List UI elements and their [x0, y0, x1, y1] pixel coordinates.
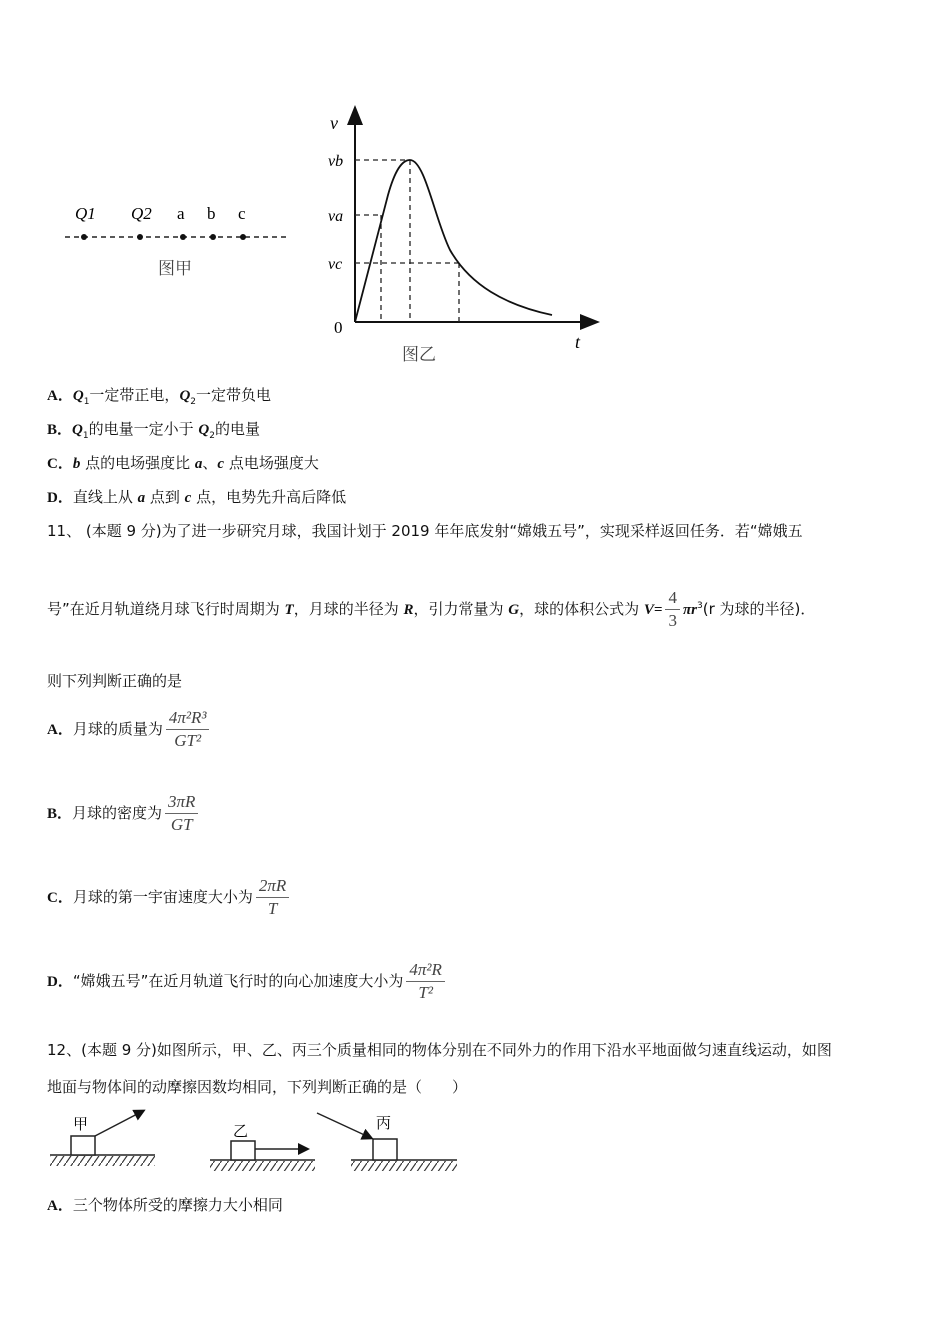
tick-vc: vc: [328, 256, 343, 273]
q12-stem-line2: 地面与物体间的动摩擦因数均相同，下列判断正确的是（ ）: [47, 1078, 468, 1096]
caption-jia: 图甲: [158, 259, 192, 278]
q11-option-b[interactable]: B．月球的密度为 $\frac{3\pi R}{GT}$: [47, 792, 201, 835]
acceleration-formula: $\frac{\text{4π²R}}{\text{T²}}$: [406, 960, 445, 1003]
label-b: b: [207, 204, 216, 223]
block-label-jia: 甲: [73, 1117, 89, 1133]
q10-option-d[interactable]: D．直线上从 a 点到 c 点，电势先升高后降低: [47, 488, 347, 506]
q11-option-c[interactable]: C．月球的第一宇宙速度大小为 $\frac{2\pi R}{T}$: [47, 876, 292, 919]
figure-vt-graph: [320, 105, 610, 370]
figure-charge-line: [60, 195, 300, 285]
label-q2: Q2: [131, 204, 152, 223]
label-c: c: [238, 204, 246, 223]
q11-option-a[interactable]: A．月球的质量为 $\frac{\text{4π²R³}}{\text{GT²}}$: [47, 708, 212, 751]
label-q1: Q1: [75, 204, 96, 223]
axis-label-v: v: [330, 113, 338, 133]
density-formula: $\frac{3\pi R}{GT}$: [165, 792, 198, 835]
figure-three-blocks: [45, 1103, 465, 1173]
q12-option-a[interactable]: A．三个物体所受的摩擦力大小相同: [47, 1196, 283, 1214]
q11-stem-line1: 11、 (本题 9 分)为了进一步研究月球，我国计划于 2019 年年底发射“嫦娥五号”，实现采样返回任务．若“嫦娥五: [47, 522, 803, 540]
axis-label-t: t: [575, 332, 581, 352]
tick-va: va: [328, 208, 344, 225]
q11-stem-line2: 号”在近月轨道绕月球飞行时周期为 T，月球的半径为 R，引力常量为 G，球的体积公式为 V= $\frac{4}{3}$ $\pi r^3(r$ 为球的半径)．: [47, 588, 816, 630]
q11-option-d[interactable]: D．“嫦娥五号”在近月轨道飞行时的向心加速度大小为 $\frac{\text{4π²R}}{\text{T²}}$: [47, 960, 448, 1003]
q10-option-b[interactable]: B．$Q_1$的电量一定小于 $Q_2$的电量: [47, 420, 260, 441]
label-a: a: [177, 204, 185, 223]
q11-prompt: 则下列判断正确的是: [47, 672, 183, 690]
volume-fraction: $\frac{4}{3}$: [665, 588, 680, 631]
block-label-yi: 乙: [233, 1124, 249, 1140]
q10-option-a[interactable]: A．$Q_1$一定带正电，$Q_2$一定带负电: [47, 386, 272, 407]
mass-formula: $\frac{\text{4π²R³}}{\text{GT²}}$: [166, 708, 210, 751]
tick-vb: vb: [328, 153, 344, 170]
q10-option-c[interactable]: C．b 点的电场强度比 a、c 点电场强度大: [47, 454, 319, 472]
velocity-formula: $\frac{2\pi R}{T}$: [256, 876, 289, 919]
caption-yi: 图乙: [402, 345, 436, 364]
block-label-bing: 丙: [376, 1116, 392, 1132]
origin-label: 0: [334, 318, 343, 337]
q12-stem-line1: 12、(本题 9 分)如图所示，甲、乙、丙三个质量相同的物体分别在不同外力的作用下沿水平地面做匀速直线运动，如图: [47, 1041, 832, 1059]
